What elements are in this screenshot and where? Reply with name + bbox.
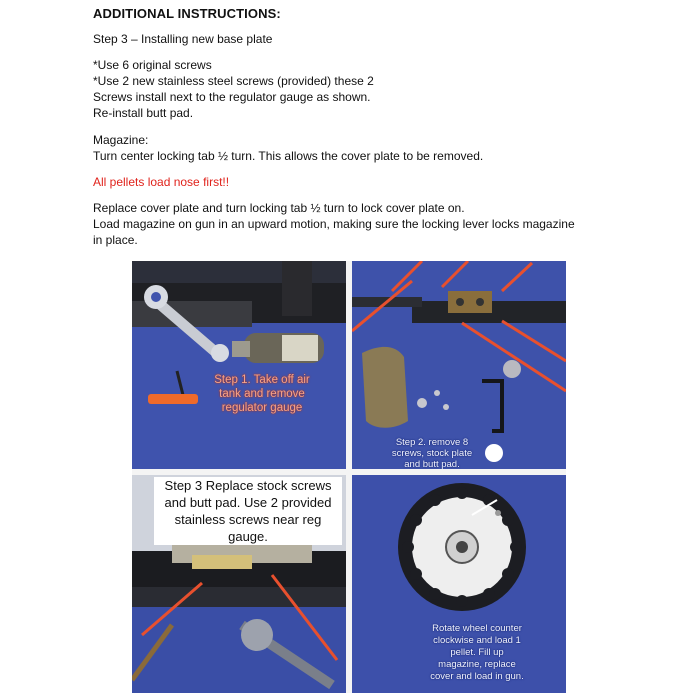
photo-step2 xyxy=(352,261,566,469)
photo-step4 xyxy=(352,475,566,693)
magazine-line: Turn center locking tab ½ turn. This allows the cover plate to be removed. xyxy=(93,149,484,163)
photo-step3 xyxy=(132,475,346,693)
panel3-caption: Step 3 Replace stock screws and butt pad. Use 2 provided stainless screws near reg gauge. xyxy=(154,477,342,545)
photo-grid xyxy=(132,261,566,693)
step3-title: Step 3 – Installing new base plate xyxy=(93,32,273,46)
screws-line-4: Re-install butt pad. xyxy=(93,106,194,120)
page-heading: ADDITIONAL INSTRUCTIONS: xyxy=(93,6,281,21)
panel1-caption: Step 1. Take off air tank and remove regulator gauge xyxy=(214,374,310,414)
butt-pad-icon xyxy=(362,347,408,428)
replace-line-3: in place. xyxy=(93,233,138,247)
replace-line-2: Load magazine on gun in an upward motion, making sure the locking lever locks magazine xyxy=(93,217,575,231)
screws-line-1: *Use 6 original screws xyxy=(93,58,212,72)
magazine-heading: Magazine: xyxy=(93,133,149,147)
replace-line-1: Replace cover plate and turn locking tab ½ turn to lock cover plate on. xyxy=(93,201,465,215)
screws-line-3: Screws install next to the regulator gauge as shown. xyxy=(93,90,371,104)
photo-step1 xyxy=(132,261,346,469)
t-handle-icon xyxy=(148,394,198,404)
panel2-caption: Step 2. remove 8 screws, stock plate and butt pad. xyxy=(391,437,473,469)
screws-line-2: *Use 2 new stainless steel screws (provided) these 2 xyxy=(93,74,374,88)
panel4-caption: Rotate wheel counter clockwise and load 1 pellet. Fill up magazine, replace cover and load in gun. xyxy=(430,623,524,682)
pellet-warning: All pellets load nose first!! xyxy=(93,175,230,189)
